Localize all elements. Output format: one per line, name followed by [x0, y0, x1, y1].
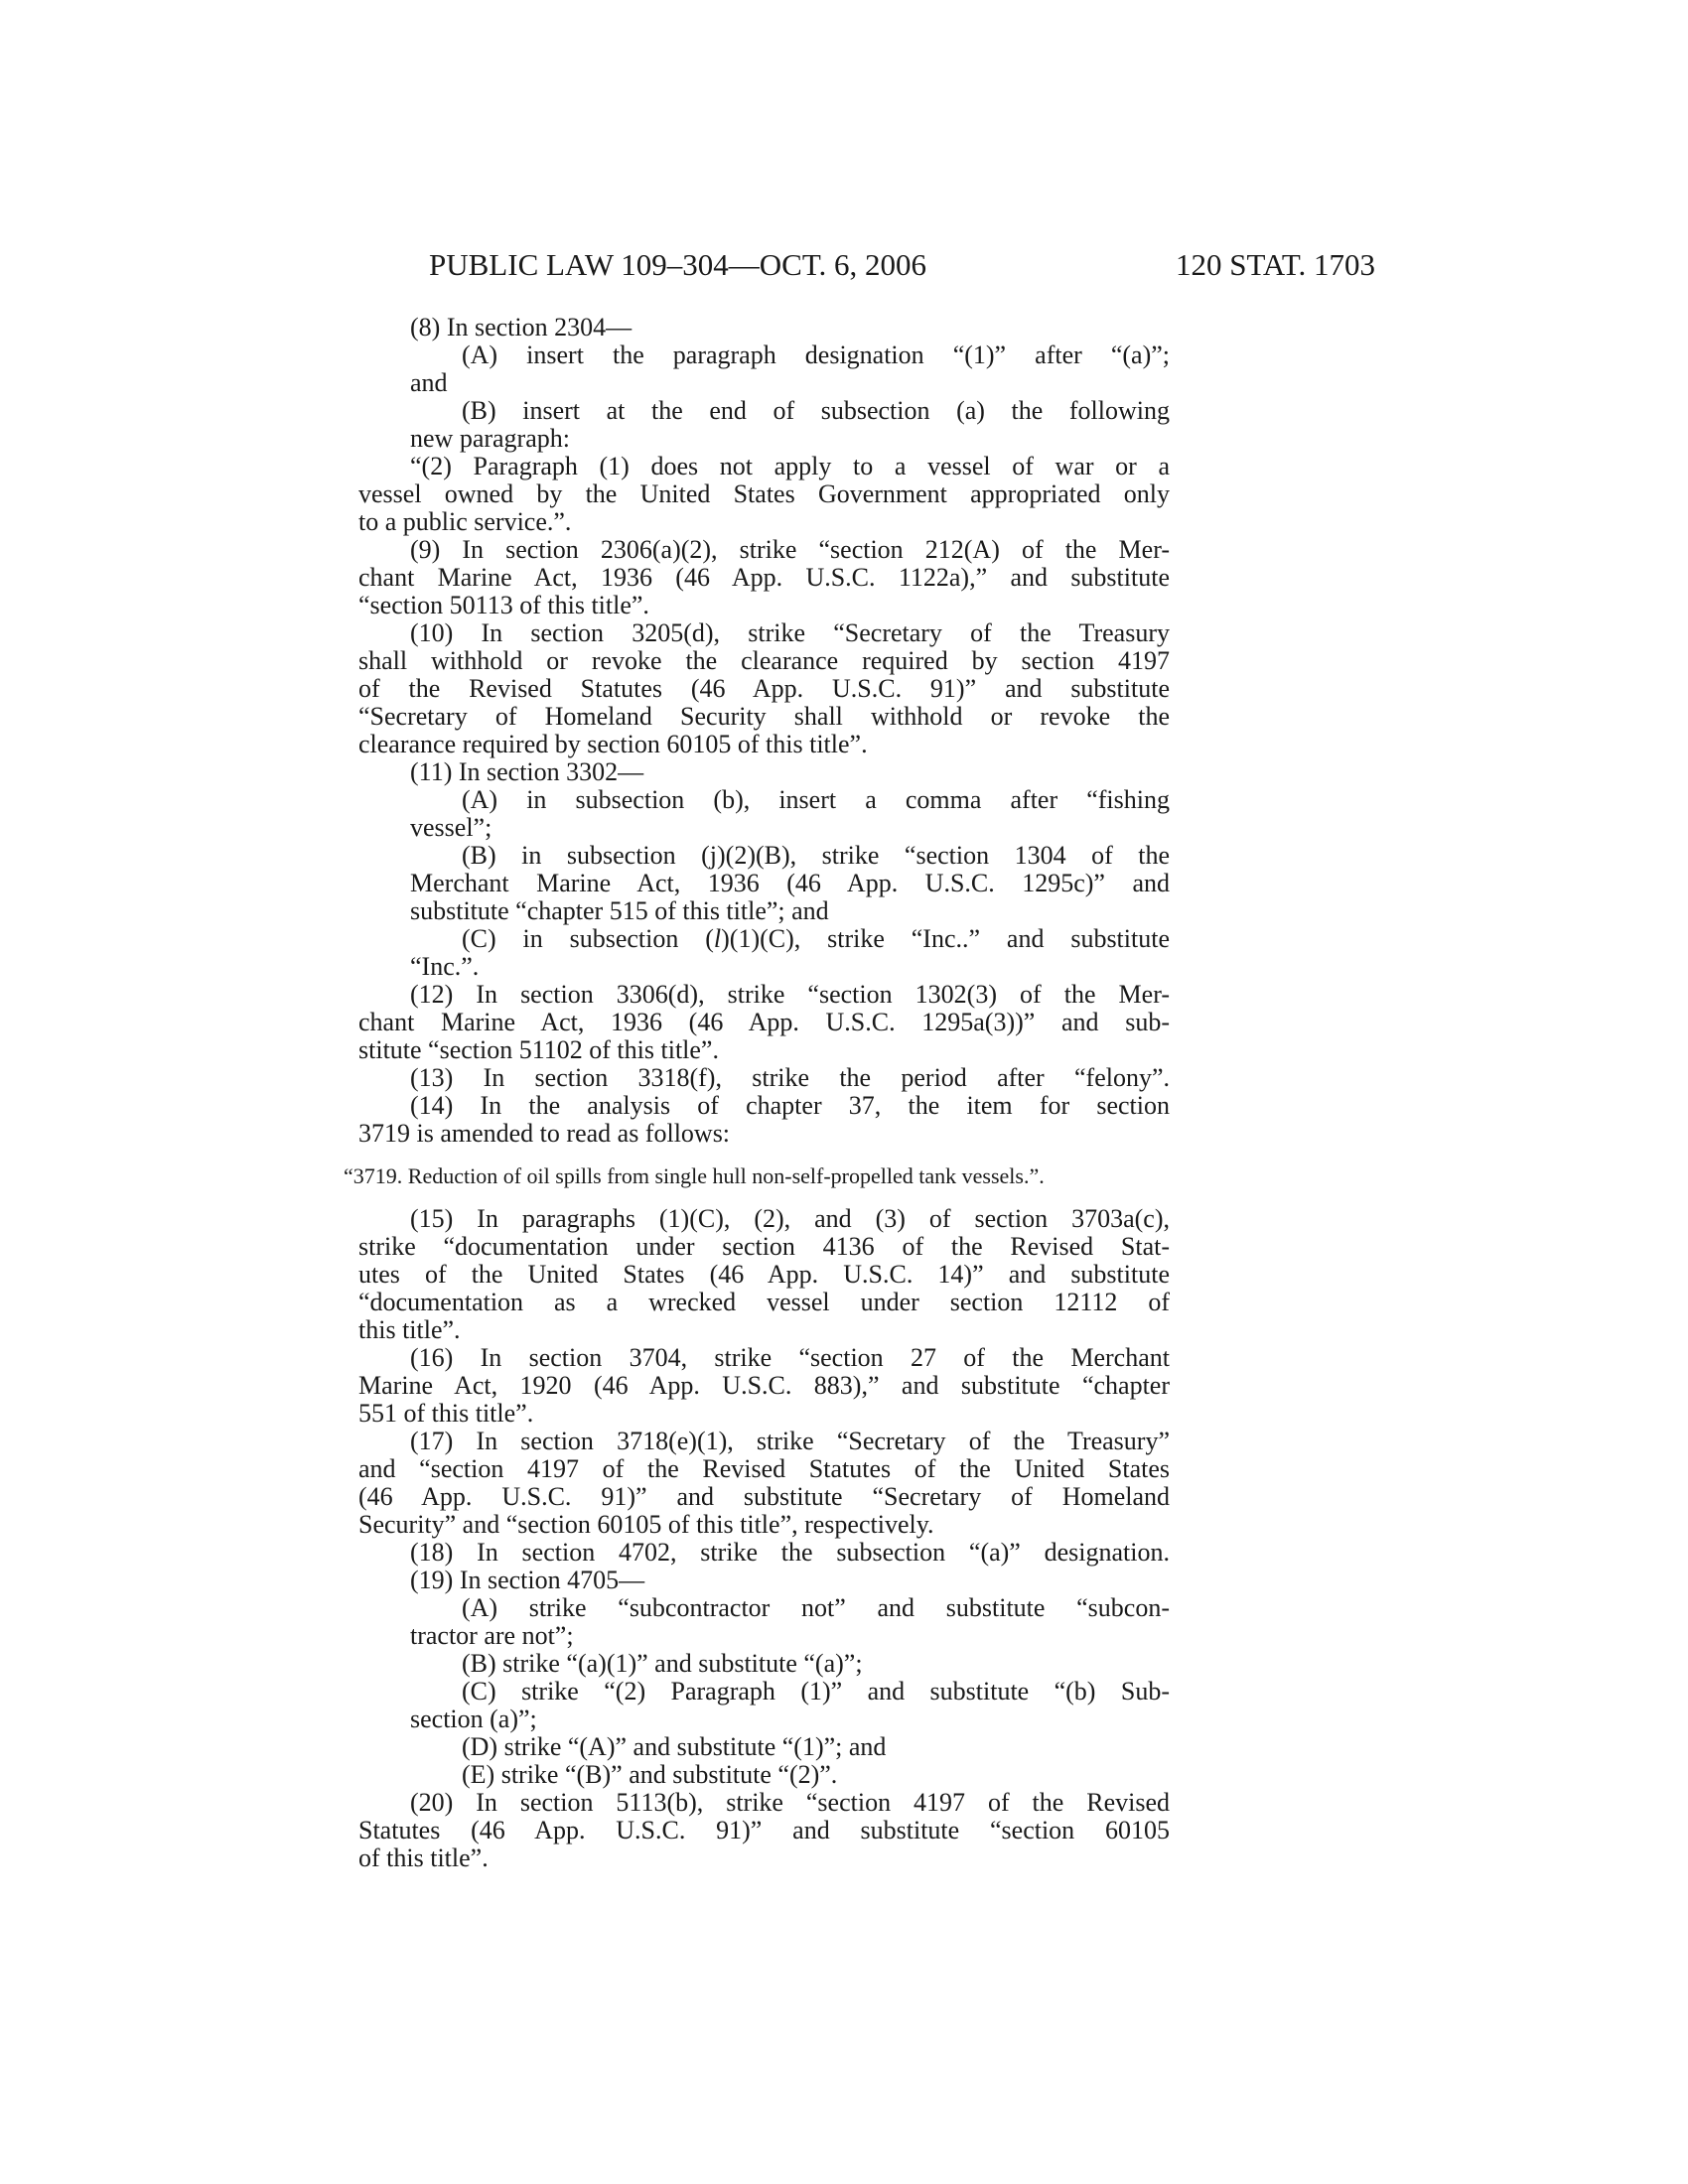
paragraph-20	[358, 1789, 1170, 1872]
text-line: (17) In section 3718(e)(1), strike “Secretary of the Treasury”	[410, 1428, 1170, 1455]
text-line: (B) in subsection (j)(2)(B), strike “section 1304 of the	[462, 842, 1170, 870]
text-line: “documentation as a wrecked vessel under section 12112 of	[358, 1289, 1170, 1316]
text-line: “(2) Paragraph (1) does not apply to a vessel of war or a	[410, 453, 1170, 480]
text-line: (18) In section 4702, strike the subsection “(a)” designation.	[410, 1539, 1170, 1567]
text-line: (15) In paragraphs (1)(C), (2), and (3) of section 3703a(c),	[410, 1205, 1170, 1233]
text-line: and “section 4197 of the Revised Statutes of the United States	[358, 1455, 1170, 1483]
text-line: vessel owned by the United States Government appropriated only	[358, 480, 1170, 508]
paragraph-15	[358, 1205, 1170, 1344]
text-line: strike “documentation under section 4136 of the Revised Stat-	[358, 1233, 1170, 1261]
text-line: vessel”;	[410, 814, 492, 842]
paragraph-18	[358, 1539, 1170, 1567]
italic-letter: l	[713, 925, 722, 953]
text-line: (11) In section 3302—	[410, 758, 644, 786]
text-line: (D) strike “(A)” and substitute “(1)”; and	[462, 1733, 887, 1761]
text-line: (A) in subsection (b), insert a comma after “fishing	[462, 786, 1170, 814]
text-line: (19) In section 4705—	[410, 1567, 645, 1594]
text-line: 551 of this title”.	[358, 1400, 534, 1428]
paragraph-12	[358, 981, 1170, 1064]
text-line: (B) insert at the end of subsection (a) the following	[462, 397, 1170, 425]
text-line: “section 50113 of this title”.	[358, 592, 649, 619]
paragraph-17	[358, 1428, 1170, 1539]
paragraph-10	[358, 619, 1170, 758]
text-line: chant Marine Act, 1936 (46 App. U.S.C. 1122a),” and substitute	[358, 564, 1170, 592]
page-number: 120 STAT. 1703	[1175, 247, 1375, 282]
text-line: Marine Act, 1920 (46 App. U.S.C. 883),” and substitute “chapter	[358, 1372, 1170, 1400]
text-line: section (a)”;	[410, 1706, 537, 1733]
paragraph-11	[358, 758, 1170, 981]
text-line: “Secretary of Homeland Security shall withhold or revoke the	[358, 703, 1170, 731]
text-line: clearance required by section 60105 of this title”.	[358, 731, 868, 758]
text-line: (12) In section 3306(d), strike “section 1302(3) of the Mer-	[410, 981, 1170, 1009]
text-line: (10) In section 3205(d), strike “Secretary of the Treasury	[410, 619, 1170, 647]
text-line	[410, 925, 1170, 953]
text-line: (A) strike “subcontractor not” and substitute “subcon-	[462, 1594, 1170, 1622]
text-line: 3719 is amended to read as follows:	[358, 1120, 731, 1148]
chapter-analysis-item: “3719. Reduction of oil spills from single hull non-self-propelled tank vessels.”.	[344, 1163, 1045, 1188]
text-line: “Inc.”.	[410, 953, 480, 981]
header-title: PUBLIC LAW 109–304—OCT. 6, 2006	[429, 247, 926, 282]
text-line: (14) In the analysis of chapter 37, the item for section	[410, 1092, 1170, 1120]
paragraph-14	[358, 1092, 1170, 1148]
paragraph-16	[358, 1344, 1170, 1428]
text-line: stitute “section 51102 of this title”.	[358, 1036, 719, 1064]
text-line: shall withhold or revoke the clearance required by section 4197	[358, 647, 1170, 675]
text-line: (9) In section 2306(a)(2), strike “section 212(A) of the Mer-	[410, 536, 1170, 564]
text-line: (13) In section 3318(f), strike the period after “felony”.	[410, 1064, 1170, 1092]
text-line: of this title”.	[358, 1844, 489, 1872]
text-line: (C) strike “(2) Paragraph (1)” and substitute “(b) Sub-	[462, 1678, 1170, 1706]
paragraph-9	[358, 536, 1170, 619]
text-line: (46 App. U.S.C. 91)” and substitute “Secretary of Homeland	[358, 1483, 1170, 1511]
text-line: substitute “chapter 515 of this title”; and	[410, 897, 829, 925]
text-line: Statutes (46 App. U.S.C. 91)” and substitute “section 60105	[358, 1817, 1170, 1844]
text-line: and	[410, 369, 448, 397]
text-line: (16) In section 3704, strike “section 27 of the Merchant	[410, 1344, 1170, 1372]
text-line: this title”.	[358, 1316, 461, 1344]
text-line: Merchant Marine Act, 1936 (46 App. U.S.C. 1295c)” and	[410, 870, 1170, 897]
running-header	[429, 245, 1375, 285]
text-line: chant Marine Act, 1936 (46 App. U.S.C. 1295a(3))” and sub-	[358, 1009, 1170, 1036]
paragraph-19	[358, 1567, 1170, 1789]
text-line: (B) strike “(a)(1)” and substitute “(a)”;	[462, 1650, 863, 1678]
text-line: (A) insert the paragraph designation “(1)” after “(a)”;	[462, 341, 1170, 369]
text-line: of the Revised Statutes (46 App. U.S.C. 91)” and substitute	[358, 675, 1170, 703]
text-line: (E) strike “(B)” and substitute “(2)”.	[462, 1761, 838, 1789]
paragraph-13	[358, 1064, 1170, 1092]
quoted-paragraph	[358, 453, 1170, 536]
text-line: utes of the United States (46 App. U.S.C. 14)” and substitute	[358, 1261, 1170, 1289]
paragraph-8	[410, 314, 1170, 453]
text-run: )(1)(C), strike “Inc..” and substitute	[721, 925, 1170, 953]
text-line: (8) In section 2304—	[410, 314, 633, 341]
text-line: new paragraph:	[410, 425, 570, 453]
text-line: to a public service.”.	[358, 508, 572, 536]
document-body	[344, 314, 1170, 1872]
text-line: (20) In section 5113(b), strike “section 4197 of the Revised	[410, 1789, 1170, 1817]
text-line: tractor are not”;	[410, 1622, 574, 1650]
text-run: (C) in subsection (	[462, 925, 714, 953]
text-line: Security” and “section 60105 of this title”, respectively.	[358, 1511, 934, 1539]
